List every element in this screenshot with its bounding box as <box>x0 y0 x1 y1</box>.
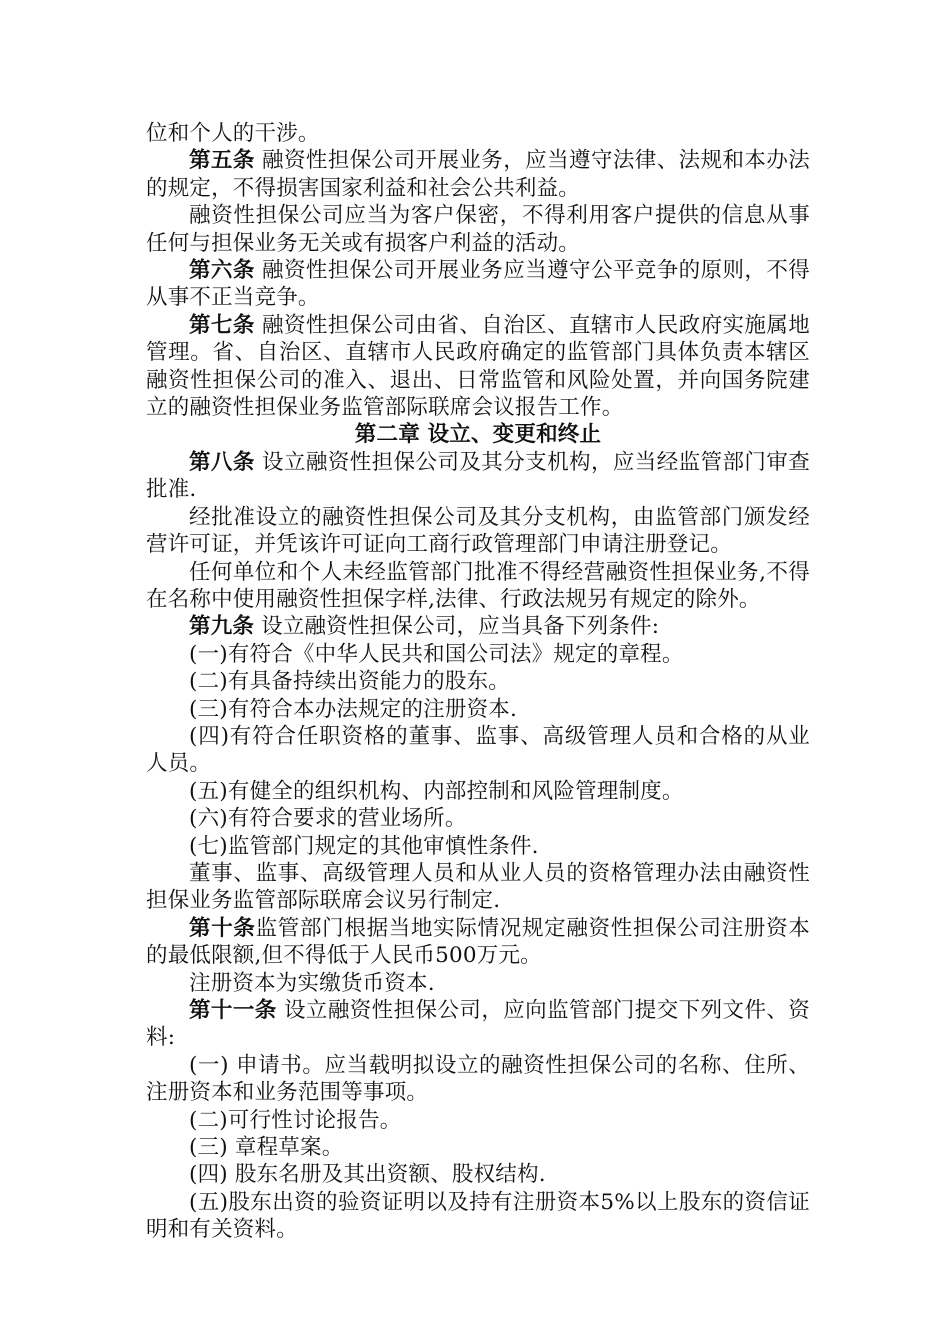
body-paragraph: (三)有符合本办法规定的注册资本. <box>189 696 518 722</box>
body-paragraph: (五)股东出资的验资证明以及持有注册资本5%以上股东的资信证明和有关资料。 <box>146 1189 810 1243</box>
chapter-heading: 第二章 设立、变更和终止 <box>354 422 602 448</box>
body-paragraph: (二)有具备持续出资能力的股东。 <box>189 669 510 695</box>
body-paragraph: 经批准设立的融资性担保公司及其分支机构，由监管部门颁发经营许可证，并凭该许可证向工商行政管理部门申请注册登记。 <box>146 504 810 558</box>
article-number: 第十一条 <box>189 998 277 1023</box>
body-paragraph: (七)监管部门规定的其他审慎性条件. <box>189 833 539 859</box>
body-paragraph: 董事、监事、高级管理人员和从业人员的资格管理办法由融资性担保业务监管部际联席会议另行制定. <box>146 860 810 914</box>
body-paragraph: 融资性担保公司应当为客户保密，不得利用客户提供的信息从事任何与担保业务无关或有损客户利益的活动。 <box>146 203 810 256</box>
body-paragraph: (六)有符合要求的营业场所。 <box>189 806 467 832</box>
body-paragraph: 任何单位和个人未经监管部门批准不得经营融资性担保业务,不得在名称中使用融资性担保字样,法律、行政法规另有规定的除外。 <box>146 559 810 612</box>
body-paragraph: (一) 申请书。应当载明拟设立的融资性担保公司的名称、住所、注册资本和业务范围等事项。 <box>146 1052 810 1106</box>
article-text: 监管部门根据当地实际情况规定融资性担保公司注册资本的最低限额,但不得低于人民币500万元。 <box>146 915 810 969</box>
article-paragraph <box>146 997 810 1052</box>
body-paragraph: 位和个人的干涉。 <box>146 121 320 146</box>
article-number: 第十条 <box>189 915 256 941</box>
body-paragraph: 注册资本为实缴货币资本. <box>189 970 435 996</box>
body-paragraph: (一)有符合《中华人民共和国公司法》规定的章程。 <box>189 641 684 667</box>
article-paragraph <box>146 312 810 422</box>
article-paragraph <box>146 147 810 202</box>
article-text: 设立融资性担保公司，应当具备下列条件: <box>254 614 660 640</box>
article-text: 融资性担保公司由省、自治区、直辖市人民政府实施属地管理。省、自治区、直辖市人民政府确定的监管部门具体负责本辖区融资性担保公司的准入、退出、日常监管和风险处置，并向国务院建立的融资性担保业务监管部际联席会议报告工作。 <box>146 312 810 421</box>
article-paragraph <box>146 257 810 312</box>
article-text: 设立融资性担保公司及其分支机构，应当经监管部门审查批准. <box>146 449 810 503</box>
article-number: 第八条 <box>189 449 255 475</box>
body-paragraph: (四)有符合任职资格的董事、监事、高级管理人员和合格的从业人员。 <box>146 723 810 777</box>
article-text: 融资性担保公司开展业务，应当遵守法律、法规和本办法的规定，不得损害国家利益和社会公共利益。 <box>146 148 810 201</box>
article-number: 第六条 <box>189 258 255 284</box>
body-paragraph: (四) 股东名册及其出资额、股权结构. <box>189 1162 546 1188</box>
body-paragraph: (二)可行性讨论报告。 <box>189 1107 402 1133</box>
body-paragraph: (五)有健全的组织机构、内部控制和风险管理制度。 <box>189 778 684 804</box>
body-paragraph: (三) 章程草案。 <box>189 1135 344 1161</box>
article-number: 第五条 <box>189 148 255 174</box>
article-paragraph <box>146 449 810 504</box>
article-paragraph <box>146 915 810 970</box>
article-text: 设立融资性担保公司，应向监管部门提交下列文件、资料: <box>146 998 810 1051</box>
article-number: 第九条 <box>189 614 255 640</box>
document-body <box>146 120 810 1244</box>
article-paragraph <box>146 613 810 640</box>
article-number: 第七条 <box>189 312 255 338</box>
article-text: 融资性担保公司开展业务应当遵守公平竞争的原则，不得从事不正当竞争。 <box>146 258 810 311</box>
